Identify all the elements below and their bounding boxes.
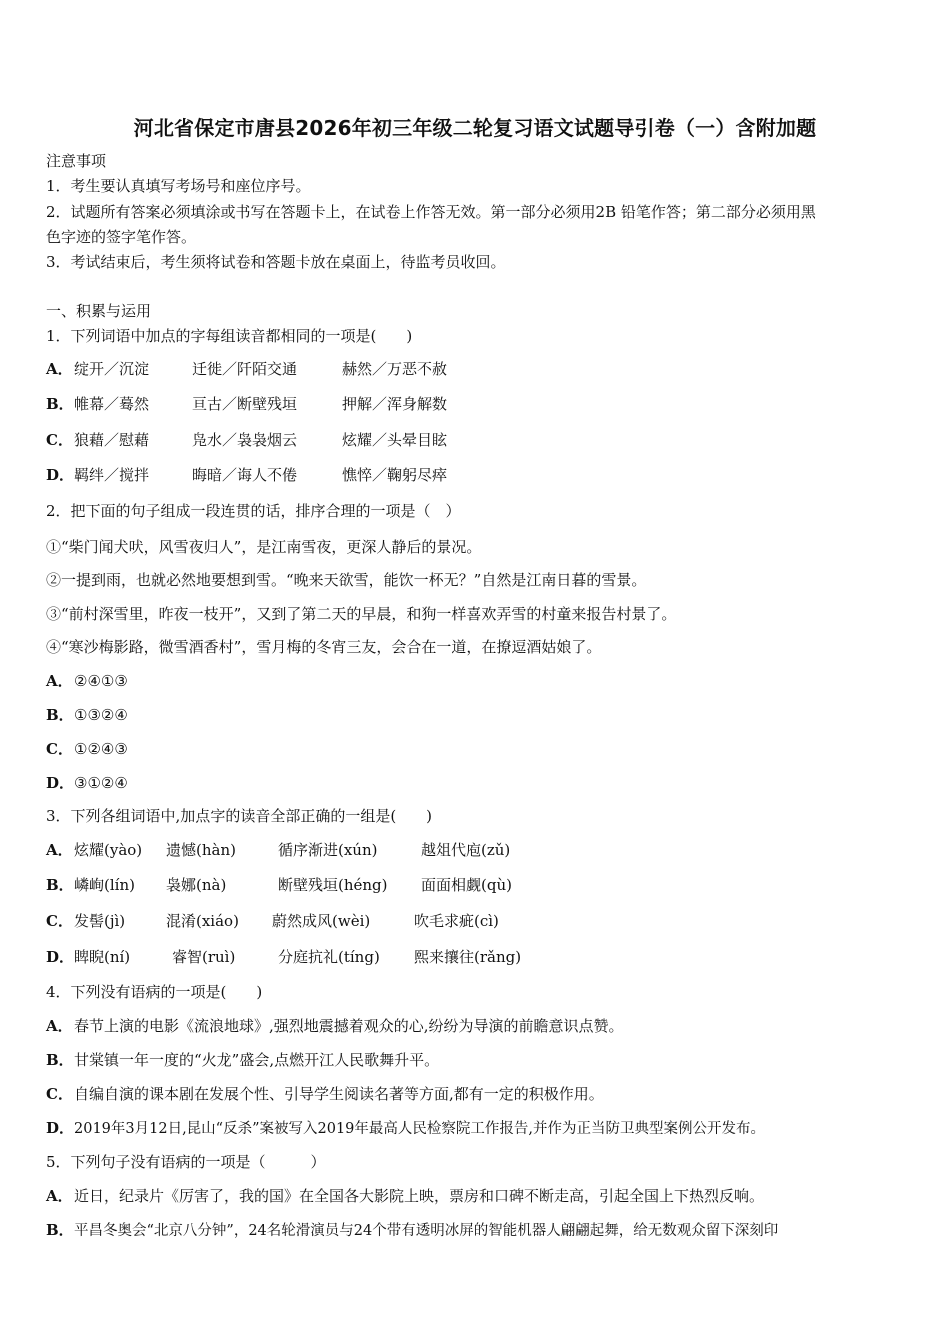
option-word: 蔚然成风(wèi) xyxy=(272,912,371,930)
option-text: 平昌冬奥会“北京八分钟”，24名轮滑演员与24个带有透明冰屏的智能机器人翩翩起舞，给无数观众留下深刻印 xyxy=(74,1223,779,1239)
option-label: B． xyxy=(46,1051,74,1069)
option-text: 自编自演的课本剧在发展个性、引导学生阅读名著等方面,都有一定的积极作用。 xyxy=(74,1085,604,1103)
option-label: D． xyxy=(46,1119,75,1137)
option-word: 迁徙／阡陌交通 xyxy=(192,360,298,378)
option-word: 断壁残垣(héng) xyxy=(278,876,388,894)
question-5-stem: 5．下列句子没有语病的一项是（ ） xyxy=(46,1153,326,1171)
option-word: 分庭抗礼(tíng) xyxy=(278,948,380,966)
option-label: B． xyxy=(46,1221,74,1239)
q2-sentence: ②一提到雨，也就必然地要想到雪。“晚来天欲雪，能饮一杯无？”自然是江南日暮的雪景。 xyxy=(46,571,647,589)
option-word: 睥睨(ní) xyxy=(74,948,131,966)
notice-item: 2．试题所有答案必须填涂或书写在答题卡上，在试卷上作答无效。第一部分必须用2B 铅笔作答；第二部分必须用黑 xyxy=(46,203,816,221)
option-text: ①③②④ xyxy=(74,706,128,724)
option-word: 狼藉／慰藉 xyxy=(74,431,150,449)
option-word: 混淆(xiáo) xyxy=(166,912,239,930)
option-word: 亘古／断壁残垣 xyxy=(192,395,298,413)
q3-option-c xyxy=(46,910,499,932)
option-word: 熙来攘往(rǎng) xyxy=(414,948,522,966)
notice-item: 色字迹的签字笔作答。 xyxy=(46,228,197,246)
option-text: ②④①③ xyxy=(74,672,128,690)
question-1-stem: 1．下列词语中加点的字每组读音都相同的一项是( ) xyxy=(46,327,413,345)
notice-heading: 注意事项 xyxy=(46,152,107,170)
question-2-stem: 2．把下面的句子组成一段连贯的话，排序合理的一项是（ ） xyxy=(46,502,461,520)
option-label: C． xyxy=(46,912,73,930)
section-heading: 一、积累与运用 xyxy=(46,302,152,320)
option-word: 遗憾(hàn) xyxy=(166,841,236,859)
option-word: 羁绊／搅拌 xyxy=(74,466,150,484)
q5-option-a xyxy=(46,1185,764,1207)
page-title: 河北省保定市唐县2026年初三年级二轮复习语文试题导引卷（一）含附加题 xyxy=(133,116,817,140)
option-word: 炫耀(yào) xyxy=(74,841,143,859)
option-label: C． xyxy=(46,431,73,449)
option-word: 帷幕／蓦然 xyxy=(74,395,150,413)
option-label: A． xyxy=(46,360,73,378)
q4-option-d xyxy=(46,1117,765,1140)
option-label: A． xyxy=(46,1187,73,1205)
option-label: D． xyxy=(46,466,75,484)
option-word: 睿智(ruì) xyxy=(172,948,236,966)
option-word: 晦暗／诲人不倦 xyxy=(192,466,298,484)
option-text: 近日，纪录片《厉害了，我的国》在全国各大影院上映，票房和口碑不断走高，引起全国上下热烈反响。 xyxy=(74,1187,765,1205)
q3-option-d xyxy=(46,946,521,968)
option-word: 赫然／万恶不赦 xyxy=(342,360,448,378)
q1-option-b xyxy=(46,393,447,415)
option-label: C． xyxy=(46,1085,73,1103)
q2-option-a xyxy=(46,670,128,692)
option-word: 嶙峋(lín) xyxy=(74,876,135,894)
option-word: 循序渐进(xún) xyxy=(278,841,378,859)
question-4-stem: 4．下列没有语病的一项是( ) xyxy=(46,983,263,1001)
q2-option-b xyxy=(46,704,128,726)
q4-option-b xyxy=(46,1049,439,1071)
notice-item: 3．考试结束后，考生须将试卷和答题卡放在桌面上，待监考员收回。 xyxy=(46,253,506,271)
option-word: 吹毛求疵(cì) xyxy=(414,912,499,930)
option-text: 2019年3月12日,昆山“反杀”案被写入2019年最高人民检察院工作报告,并作为正当防卫典型案例公开发布。 xyxy=(74,1121,766,1137)
option-label: C． xyxy=(46,740,73,758)
q4-option-a xyxy=(46,1015,624,1037)
option-word: 憔悴／鞠躬尽瘁 xyxy=(342,466,448,484)
option-label: B． xyxy=(46,395,74,413)
option-label: B． xyxy=(46,706,74,724)
option-text: 甘棠镇一年一度的“火龙”盛会,点燃开江人民歌舞升平。 xyxy=(74,1051,440,1069)
q3-option-b xyxy=(46,874,512,896)
option-text: ③①②④ xyxy=(74,774,128,792)
q2-sentence: ①“柴门闻犬吠，风雪夜归人”，是江南雪夜，更深人静后的景况。 xyxy=(46,538,482,556)
q3-option-a xyxy=(46,839,510,861)
question-3-stem: 3．下列各组词语中,加点字的读音全部正确的一组是( ) xyxy=(46,807,433,825)
option-label: D． xyxy=(46,774,75,792)
option-word: 越俎代庖(zǔ) xyxy=(421,841,511,859)
q1-option-a xyxy=(46,358,447,380)
option-word: 绽开／沉淀 xyxy=(74,360,150,378)
q2-sentence: ③“前村深雪里，昨夜一枝开”，又到了第二天的早晨，和狗一样喜欢弄雪的村童来报告村景了。 xyxy=(46,605,677,623)
option-word: 炫耀／头晕目眩 xyxy=(342,431,448,449)
q2-option-c xyxy=(46,738,128,760)
option-word: 发髻(jì) xyxy=(74,912,126,930)
option-word: 押解／浑身解数 xyxy=(342,395,448,413)
notice-item: 1．考生要认真填写考场号和座位序号。 xyxy=(46,177,311,195)
option-text: 春节上演的电影《流浪地球》,强烈地震撼着观众的心,纷纷为导演的前瞻意识点赞。 xyxy=(74,1017,624,1035)
option-word: 凫水／袅袅烟云 xyxy=(192,431,298,449)
q4-option-c xyxy=(46,1083,604,1105)
option-label: D． xyxy=(46,948,75,966)
option-word: 面面相觑(qù) xyxy=(421,876,512,894)
q1-option-d xyxy=(46,464,447,486)
q1-option-c xyxy=(46,429,447,451)
option-label: A． xyxy=(46,841,73,859)
option-label: B． xyxy=(46,876,74,894)
option-label: A． xyxy=(46,672,73,690)
q2-sentence: ④“寒沙梅影路，微雪酒香村”，雪月梅的冬宵三友，会合在一道，在撩逗酒姑娘了。 xyxy=(46,638,602,656)
option-word: 袅娜(nà) xyxy=(166,876,227,894)
option-label: A． xyxy=(46,1017,73,1035)
q5-option-b xyxy=(46,1219,778,1242)
option-text: ①②④③ xyxy=(74,740,128,758)
q2-option-d xyxy=(46,772,128,794)
